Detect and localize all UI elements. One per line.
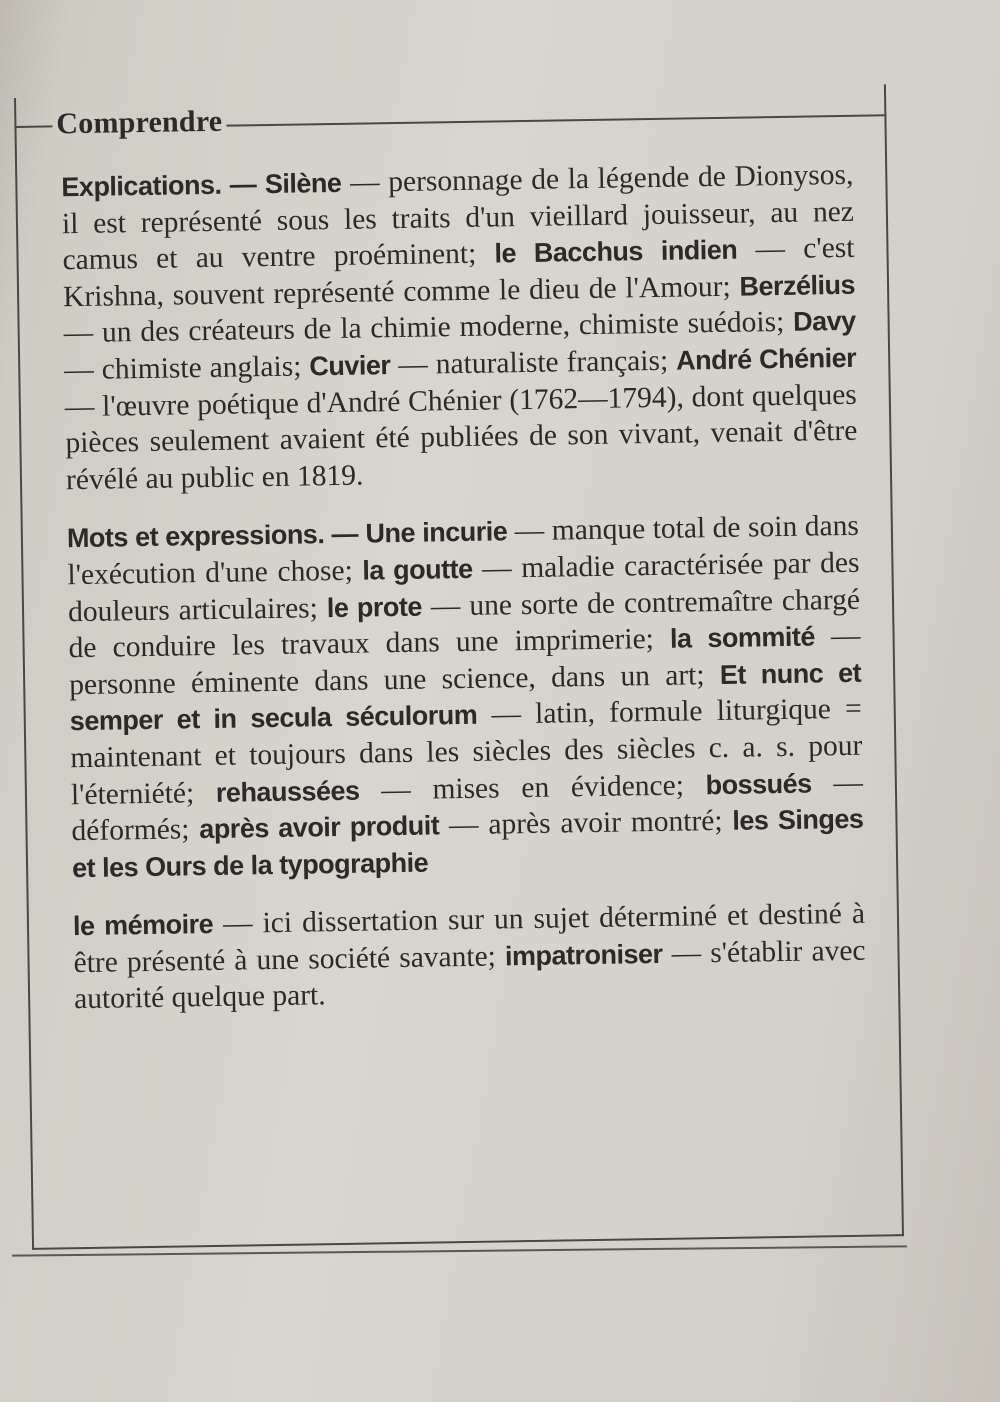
glossary-term: bossués	[705, 768, 812, 800]
glossary-term: le mémoire	[72, 909, 214, 942]
glossary-definition: — maladie caractérisée par des douleurs articulaires;	[67, 546, 860, 628]
glossary-term: après avoir produit	[199, 810, 440, 845]
glossary-definition: — un des créateurs de la chimie moderne, chimiste suédois;	[63, 306, 794, 350]
glossary-definition: — personne éminente dans une science, dans un art;	[68, 619, 861, 701]
glossary-definition: — déformés;	[71, 766, 864, 848]
glossary-definition: — c'est Krishna, souvent représenté comme le dieu de l'Amour;	[62, 232, 855, 314]
glossary-term: les Singes et les Ours de la typographie	[71, 803, 864, 883]
glossary-definition: — une sorte de contremaître chargé de conduire les travaux dans une imprimerie;	[68, 583, 861, 665]
glossary-term: la sommité	[669, 621, 816, 654]
glossary-definition: — chimiste anglais;	[64, 350, 310, 387]
glossary-term: André Chénier	[675, 342, 857, 376]
glossary-term: Et nunc et semper et in secula séculorum	[69, 657, 862, 737]
glossary-definition: — naturaliste français;	[390, 344, 677, 382]
glossary-term: Berzélius	[739, 269, 856, 302]
glossary-text	[61, 157, 867, 1040]
paragraph	[61, 157, 858, 499]
glossary-term: Une incurie	[365, 516, 508, 549]
glossary-term: Cuvier	[309, 350, 391, 382]
top-rule	[226, 114, 886, 126]
glossary-term: la goutte	[362, 553, 473, 586]
paragraph-label: Mots et expressions. —	[66, 518, 359, 554]
glossary-definition: — personnage de la légende de Dionysos, il est représenté sous les traits d'un vieillard jouisseur, au nez camus et au ventre proéminent;	[61, 158, 855, 277]
glossary-definition: — mises en évidence;	[359, 768, 706, 807]
glossary-term: rehaussées	[215, 775, 360, 808]
glossary-definition: — l'œuvre poétique d'André Chénier (1762—1794), dont quelques pièces seulement avaient été publiées de son vivant, venait d'être révélé au public en 1819.	[64, 378, 858, 496]
glossary-term: le prote	[326, 591, 423, 623]
glossary-term: impatroniser	[504, 938, 663, 972]
glossary-definition: — s'établir avec autorité quelque part.	[73, 934, 866, 1016]
glossary-definition: — après avoir montré;	[438, 804, 733, 842]
glossary-definition: — latin, formule liturgique = maintenant et toujours dans les siècles des siècles c. a. s. pour l'éterniété;	[70, 693, 863, 811]
glossary-term: Davy	[792, 306, 856, 338]
paragraph-label: Explications. —	[61, 169, 257, 203]
section-heading	[16, 105, 222, 142]
paragraph	[67, 508, 865, 886]
glossary-definition: — manque total de soin dans l'exécution d'une chose;	[67, 510, 860, 592]
paragraph	[73, 896, 867, 1018]
heading-text: Comprendre	[56, 104, 223, 141]
heading-dash	[16, 126, 52, 129]
comprendre-box	[14, 84, 904, 1250]
glossary-term: le Bacchus indien	[494, 234, 738, 269]
glossary-definition: — ici dissertation sur un sujet déterminé et destiné à être présenté à une société savante;	[73, 898, 866, 980]
glossary-term: Silène	[264, 167, 342, 200]
